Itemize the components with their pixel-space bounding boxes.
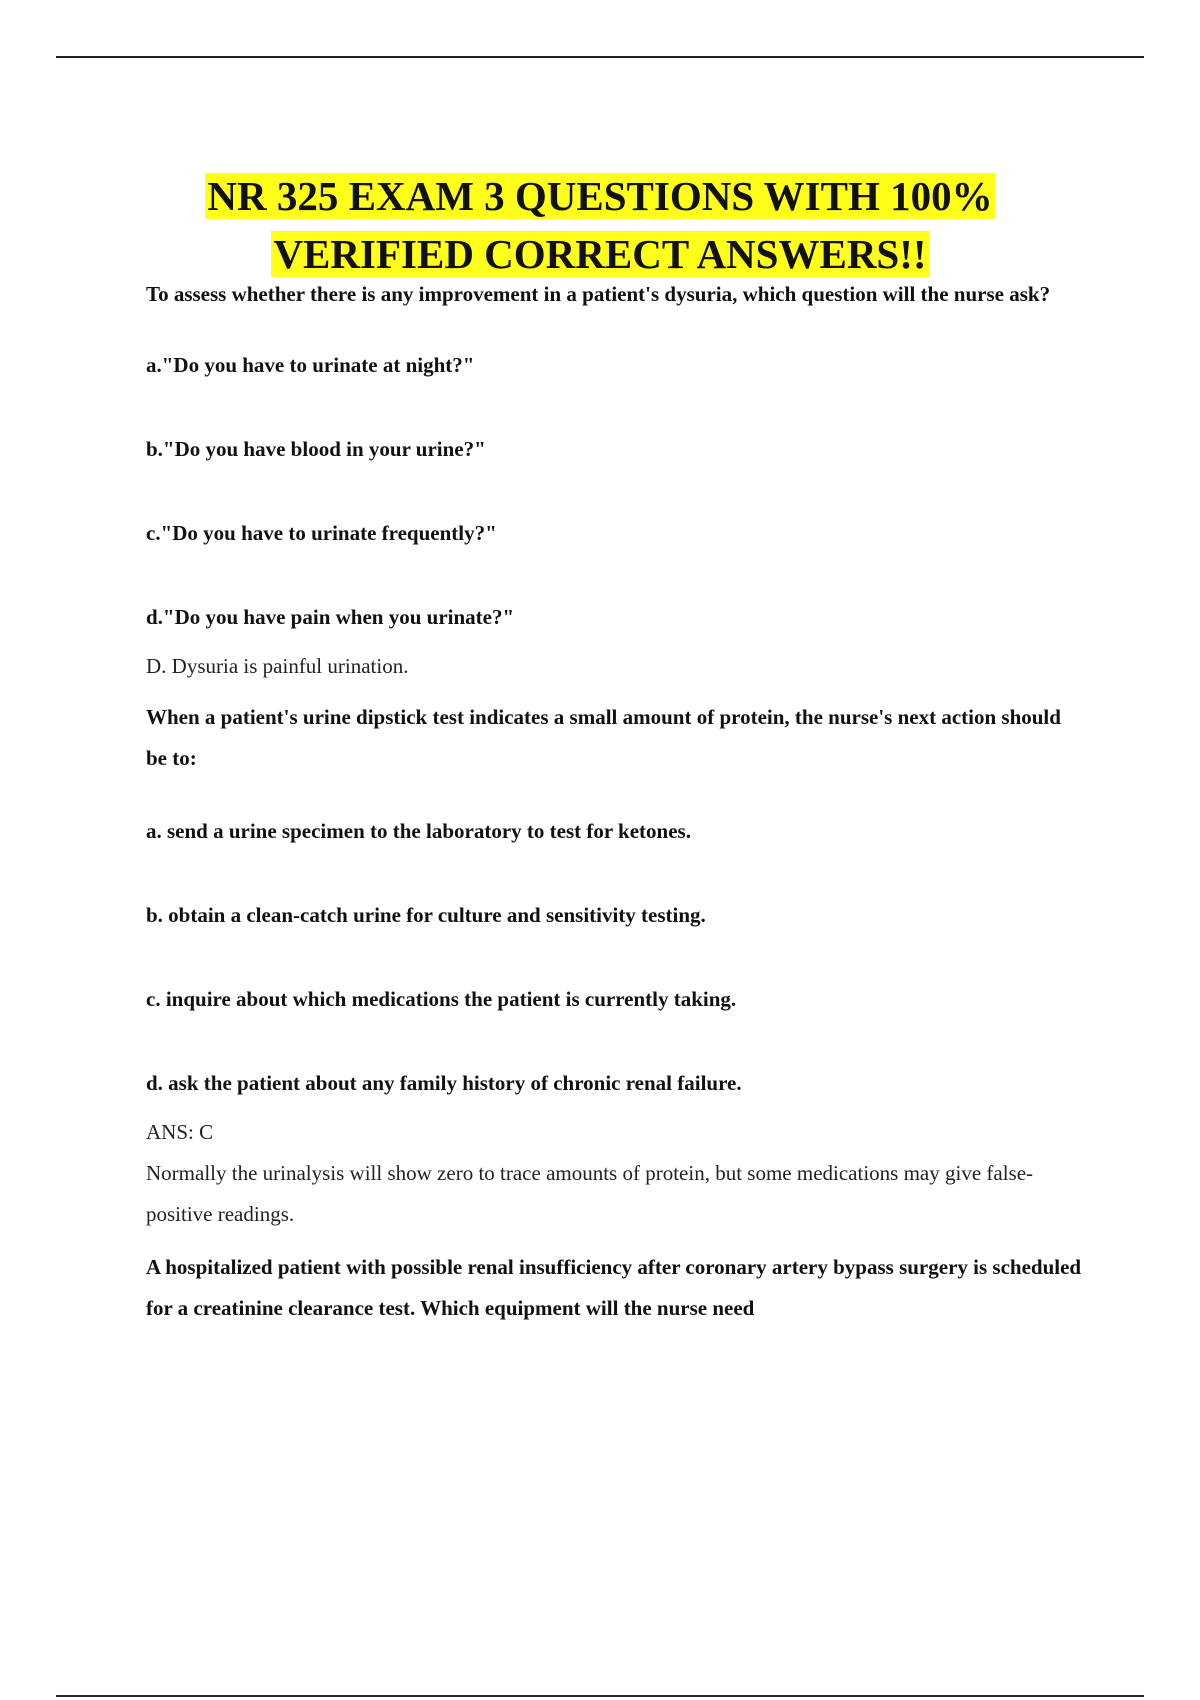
top-divider xyxy=(56,56,1144,58)
question-1-stem: To assess whether there is any improvement in a patient's dysuria, which question will the nurse ask? xyxy=(146,282,1051,306)
question-2-option-b: b. obtain a clean-catch urine for culture and sensitivity testing. xyxy=(146,903,706,927)
question-1-option-c: c."Do you have to urinate frequently?" xyxy=(146,521,497,545)
title-line-1: NR 325 EXAM 3 QUESTIONS WITH 100% xyxy=(207,173,993,220)
document-body xyxy=(146,274,1086,1329)
question-2-option-d: d. ask the patient about any family history of chronic renal failure. xyxy=(146,1071,742,1095)
question-1-answer: D. Dysuria is painful urination. xyxy=(146,654,409,678)
question-2-stem: When a patient's urine dipstick test indicates a small amount of protein, the nurse's next action should be to: xyxy=(146,705,1061,770)
question-1-option-b: b."Do you have blood in your urine?" xyxy=(146,437,486,461)
question-1-option-a: a."Do you have to urinate at night?" xyxy=(146,353,475,377)
question-2-option-c: c. inquire about which medications the patient is currently taking. xyxy=(146,987,737,1011)
question-1-option-d: d."Do you have pain when you urinate?" xyxy=(146,605,515,629)
title-line-2: VERIFIED CORRECT ANSWERS!! xyxy=(273,231,927,278)
question-2-option-a: a. send a urine specimen to the laboratory to test for ketones. xyxy=(146,819,691,843)
question-3-stem: A hospitalized patient with possible renal insufficiency after coronary artery bypass surgery is scheduled for a creatinine clearance test. Which equipment will the nurse need xyxy=(146,1255,1082,1320)
bottom-divider xyxy=(56,1695,1144,1697)
question-2-rationale: Normally the urinalysis will show zero to trace amounts of protein, but some medications may give false-positive readings. xyxy=(146,1161,1034,1226)
question-2-answer: ANS: C xyxy=(146,1120,214,1144)
document-title xyxy=(60,167,1140,283)
